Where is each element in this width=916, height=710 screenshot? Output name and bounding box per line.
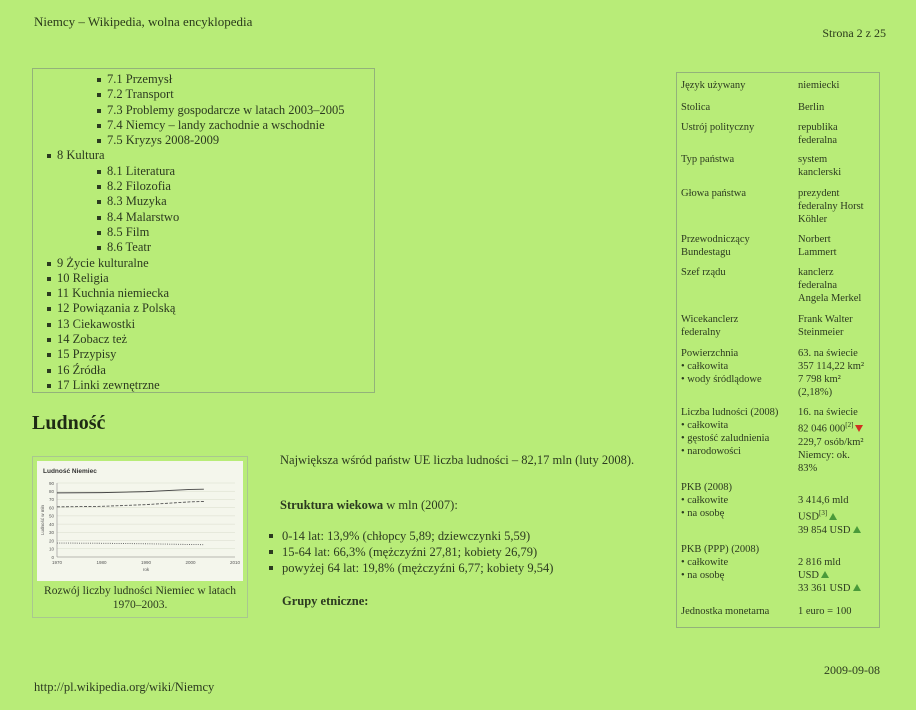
infobox-value-line: Angela Merkel (798, 293, 862, 304)
infobox-value-line: 83% (798, 462, 818, 474)
infobox-value (798, 406, 880, 475)
population-figure (32, 456, 248, 618)
infobox-value (798, 121, 880, 147)
trend-up-icon (829, 513, 837, 520)
chart-y-tick-label: 70 (48, 497, 54, 503)
population-chart (37, 461, 243, 581)
infobox-key (681, 233, 799, 259)
infobox-key (681, 187, 799, 200)
toc-item[interactable]: 10 Religia (33, 271, 374, 286)
infobox-key (681, 481, 799, 520)
infobox-key-line: • całkowite (681, 495, 729, 506)
infobox-value-line: system (798, 154, 828, 165)
age-group-item: 0-14 lat: 13,9% (chłopcy 5,89; dziewczynki 5,59) (266, 528, 553, 544)
infobox-value-line: 3 414,6 mld (798, 495, 849, 506)
infobox-value-line: republika (798, 122, 838, 133)
infobox-value-line: kanclerz (798, 267, 834, 278)
infobox-value-line: Norbert (798, 234, 831, 245)
infobox-key-line: • narodowości (681, 446, 741, 457)
infobox-value-line: USD[3] (798, 507, 880, 524)
infobox-key (681, 266, 799, 279)
infobox-value (798, 605, 880, 618)
toc-item[interactable]: 7.4 Niemcy – landy zachodnie a wschodnie (33, 118, 374, 133)
chart-x-tick-label: 2000 (185, 560, 196, 565)
infobox-value-line: USD (798, 569, 880, 582)
infobox-key-line: Język używany (681, 80, 746, 91)
infobox-value (798, 79, 880, 92)
infobox-value-line: prezydent (798, 188, 840, 199)
infobox-key-line: • na osobę (681, 570, 725, 581)
country-infobox (676, 72, 880, 628)
toc-item[interactable]: 8.2 Filozofia (33, 179, 374, 194)
footer-url-link[interactable]: http://pl.wikipedia.org/wiki/Niemcy (34, 680, 215, 694)
toc-item[interactable]: 16 Źródła (33, 363, 374, 378)
infobox-key-line: Szef rządu (681, 267, 726, 278)
infobox-value-line: Niemcy: ok. (798, 449, 850, 461)
infobox-value-line: Steinmeier (798, 327, 844, 338)
infobox-value-line: federalna (798, 280, 838, 291)
chart-x-tick-label: 1970 (51, 560, 63, 565)
infobox-key (681, 347, 799, 386)
infobox-value-line: 39 854 USD (798, 524, 880, 537)
infobox-key-line: Wicekanclerz (681, 314, 739, 325)
chart-title: Ludność Niemiec (43, 468, 97, 475)
infobox-value-line: 63. na świecie (798, 348, 858, 359)
infobox-value-line: Lammert (798, 247, 837, 258)
infobox-key-line: PKB (PPP) (2008) (681, 544, 760, 555)
infobox-key-line: Liczba ludności (2008) (681, 407, 779, 418)
toc-item[interactable]: 7.3 Problemy gospodarcze w latach 2003–2005 (33, 103, 374, 118)
infobox-key (681, 406, 799, 458)
infobox-value (798, 481, 880, 537)
toc-item[interactable]: 8.5 Film (33, 225, 374, 240)
infobox-key (681, 79, 799, 92)
toc-item[interactable]: 8.3 Muzyka (33, 194, 374, 209)
infobox-key-line: • gęstość zaludnienia (681, 433, 770, 444)
infobox-value-line: 33 361 USD (798, 582, 880, 595)
infobox-key-line: Bundestagu (681, 247, 731, 258)
infobox-key-line: • całkowita (681, 361, 729, 372)
figure-caption: Rozwój liczby ludności Niemiec w latach 1970–2003. (44, 585, 236, 611)
infobox-value-line: federalny Horst (798, 201, 864, 212)
footer-date: 2009-09-08 (824, 663, 880, 677)
toc-item[interactable]: 7.1 Przemysł (33, 72, 374, 87)
infobox-key-line: federalny (681, 327, 721, 338)
infobox-key (681, 121, 799, 134)
chart-x-tick-label: 1980 (96, 560, 107, 565)
toc-list (33, 69, 374, 393)
chart-y-tick-label: 10 (48, 546, 54, 552)
infobox-key-line: Głowa państwa (681, 188, 747, 199)
chart-y-tick-label: 30 (48, 530, 54, 536)
toc-item[interactable]: 8.4 Malarstwo (33, 210, 374, 225)
infobox-value-line (798, 481, 880, 494)
section-title: Ludność (32, 412, 106, 434)
toc-item[interactable]: 8.1 Literatura (33, 164, 374, 179)
infobox-key (681, 543, 799, 582)
toc-item[interactable]: 13 Ciekawostki (33, 317, 374, 332)
age-structure-heading (280, 498, 458, 513)
toc-item[interactable]: 11 Kuchnia niemiecka (33, 286, 374, 301)
infobox-value-line: niemiecki (798, 80, 840, 91)
toc-item[interactable]: 15 Przypisy (33, 347, 374, 362)
chart-y-tick-label: 60 (48, 505, 54, 511)
chart-y-tick-label: 80 (48, 489, 54, 495)
page-number: Strona 2 z 25 (822, 26, 886, 40)
chart-y-tick-label: 20 (48, 538, 54, 544)
toc-item[interactable]: 7.5 Kryzys 2008-2009 (33, 133, 374, 148)
toc-item[interactable]: 7.2 Transport (33, 87, 374, 102)
chart-y-tick-label: 0 (51, 554, 54, 560)
toc-item[interactable]: 12 Powiązania z Polską (33, 301, 374, 316)
infobox-value-line: 2 816 mld (798, 557, 841, 568)
infobox-value-line: 16. na świecie (798, 407, 858, 418)
infobox-value-line: federalna (798, 135, 838, 146)
chart-x-axis-label: rok (142, 567, 150, 572)
infobox-value-line: Frank Walter (798, 314, 853, 325)
chart-y-axis-label: Ludność w mln (40, 504, 45, 536)
toc-item[interactable]: 17 Linki zewnętrzne (33, 378, 374, 393)
infobox-key-line: • całkowite (681, 557, 729, 568)
age-structure-suffix: w mln (2007): (383, 498, 458, 512)
infobox-key-line: Typ państwa (681, 154, 735, 165)
infobox-key-line: • wody śródlądowe (681, 374, 762, 385)
infobox-value (798, 347, 880, 399)
infobox-value-line: 7 798 km² (798, 374, 841, 385)
infobox-key-line: PKB (2008) (681, 482, 733, 493)
infobox-value-line: kanclerski (798, 167, 842, 178)
trend-up-icon (853, 526, 861, 533)
infobox-value-line: Köhler (798, 214, 828, 225)
infobox-key-line: • na osobę (681, 508, 725, 519)
infobox-key-line: Ustrój polityczny (681, 122, 755, 133)
ethnic-groups-heading: Grupy etniczne: (282, 594, 369, 608)
infobox-value-line: (2,18%) (798, 387, 833, 398)
infobox-key-line: Przewodniczący (681, 234, 750, 245)
population-intro: Największa wśród państw UE liczba ludności – 82,17 mln (luty 2008). (280, 453, 635, 467)
footnote-ref[interactable]: [2] (845, 421, 854, 429)
page-header-title: Niemcy – Wikipedia, wolna encyklopedia (34, 14, 253, 29)
chart-x-tick-label: 2010 (229, 560, 241, 565)
infobox-value-line: 357 114,22 km² (798, 361, 865, 372)
infobox-value (798, 153, 880, 179)
table-of-contents (32, 68, 375, 393)
infobox-key (681, 313, 799, 339)
toc-item[interactable]: 14 Zobacz też (33, 332, 374, 347)
footnote-ref[interactable]: [3] (819, 509, 828, 517)
infobox-value-line: 82 046 000[2] (798, 419, 880, 436)
age-group-item: 15-64 lat: 66,3% (mężczyźni 27,81; kobiety 26,79) (266, 544, 553, 560)
infobox-key-line: Powierzchnia (681, 348, 739, 359)
infobox-value (798, 266, 880, 305)
infobox-key-line: Jednostka monetarna (681, 606, 770, 617)
chart-y-tick-label: 40 (48, 521, 54, 527)
chart-y-tick-label: 50 (48, 513, 54, 519)
infobox-key (681, 605, 799, 618)
chart-y-tick-label: 90 (48, 480, 54, 486)
infobox-key (681, 101, 799, 114)
age-structure-list (266, 528, 553, 576)
infobox-key (681, 153, 799, 166)
chart-x-tick-label: 1990 (140, 560, 152, 565)
infobox-key-line: • całkowita (681, 420, 729, 431)
toc-item[interactable]: 9 Życie kulturalne (33, 256, 374, 271)
infobox-value (798, 543, 880, 595)
infobox-value-line: 229,7 osób/km² (798, 436, 864, 448)
trend-down-icon (855, 425, 863, 432)
toc-item[interactable]: 8.6 Teatr (33, 240, 374, 255)
toc-item[interactable]: 8 Kultura (33, 148, 374, 163)
trend-up-icon (853, 584, 861, 591)
infobox-key-line: Stolica (681, 102, 711, 113)
infobox-value-line: 1 euro = 100 (798, 606, 852, 617)
age-group-item: powyżej 64 lat: 19,8% (mężczyźni 6,77; kobiety 9,54) (266, 560, 553, 576)
trend-up-icon (821, 571, 829, 578)
infobox-value (798, 313, 880, 339)
infobox-value (798, 187, 880, 226)
infobox-value (798, 101, 880, 114)
infobox-value (798, 233, 880, 259)
age-structure-label: Struktura wiekowa (280, 498, 384, 512)
infobox-value-line (798, 543, 880, 556)
infobox-value-line: Berlin (798, 102, 825, 113)
